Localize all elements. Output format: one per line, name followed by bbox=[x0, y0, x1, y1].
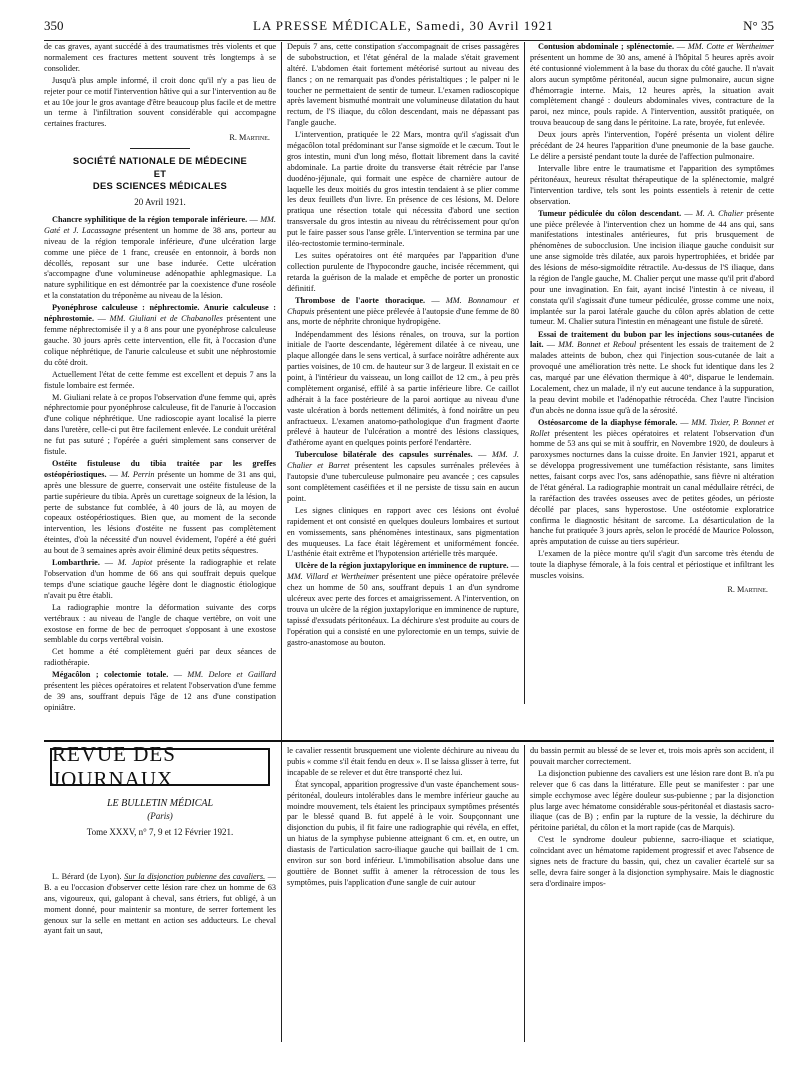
separator-rule bbox=[130, 148, 190, 149]
paragraph: Cet homme a été complètement guéri par deux séances de radiothérapie. bbox=[44, 647, 276, 668]
article-authors: MM. Gaté et J. Lacassagne bbox=[44, 215, 276, 235]
article-text: présentent les pièces opératoires et relatent l'observation d'une femme de 39 ans, souffrant depuis l'âge de 12 ans d'une constipation opiniâtre. bbox=[44, 681, 276, 712]
signature: R. Martine. bbox=[727, 585, 768, 594]
journal-name: LE BULLETIN MÉDICAL bbox=[106, 798, 214, 809]
article-text: présentent une pièce opératoire prélevée chez un homme de 50 ans, souffrant depuis 1 an d'un syndrome ulcéreux avec perte des forces et amaigrissement. A l'intervention, on trouva un ulcère de la région juxtapylorique en imminence de rupture, tapissé d'exsudats péritonéaux. La déchirure s'est produite au cours de l'opération qui a consisté en une pylorectomie en un temps, suivie de gastro-anastomose au bouton. bbox=[287, 572, 519, 647]
paragraph: Actuellement l'état de cette femme est excellent et depuis 7 ans la fistule lombaire est fermée. bbox=[44, 369, 276, 390]
article-heading: Mégacôlon ; colectomie totale. bbox=[52, 670, 169, 680]
paragraph: Jusqu'à plus ample informé, il croit donc qu'il n'y a pas lieu de rejeter pour ce motif l'intervention hâtive qui a sur l'intervention au 8e et au 10e jour le gros avantage d'être beaucoup plus facile et de mettre un terme à l'infiltration souvent considérable qui accompagne certaines fractures. bbox=[44, 75, 276, 129]
column-divider bbox=[524, 745, 525, 1042]
column-3 bbox=[530, 42, 774, 742]
article: Ostéite fistuleuse du tibia traitée par les greffes ostéopériostiques. — M. Perrin présente un homme de 31 ans qui, après une blessure de guerre, conservait une ostéite fistuleuse de la partie supérieure du tibia. Après un curettage soigneux de la lésion, la perte de substance fut comblée, à 40 jours de là, au moyen de copeaux ostéopériostiques. Bien que, au moment de la seconde intervention, les lésions d'ostéite ne fussent pas complètement éteintes, d'où la nécessité d'un nouvel évidement, l'opéré a été guéri au bout de 3 semaines après avoir éliminé deux petits séquestres. bbox=[44, 459, 276, 555]
journal-title: LA PRESSE MÉDICALE, Samedi, 30 Avril 1921 bbox=[252, 18, 554, 33]
article-text: présentent les essais de traitement de 2 malades atteints de bubon, chez qui l'injection sous-cutanée de lait a provoqué une amélioration très nette. Le shock fut identique dans les 2 cas, marqué par une élévation thermique à 40°, disparue le lendemain. Localement, chez un malade, il n'y eut aucune tendance à la suppuration, la peau devint mobile et l'adénopathie rétrocéda. Chez l'autre l'incision d'un abcès ne donna issue qu'à de la sérosité. bbox=[530, 340, 774, 415]
article-title: Sur la disjonction pubienne des cavaliers. bbox=[124, 872, 266, 881]
paragraph: L'examen de la pièce montre qu'il s'agit d'un sarcome très étendu de toute la diaphyse fémorale, à la fois central et périostique et infiltrant les muscles voisins. bbox=[530, 549, 774, 581]
article: Thrombose de l'aorte thoracique. — MM. Bonnamour et Chapuis présentent une pièce prélevée à l'autopsie d'une femme de 80 ans, morte de néphrite chronique hydropigène. bbox=[287, 295, 519, 327]
journal-city: (Paris) bbox=[147, 811, 173, 821]
paragraph: de cas graves, ayant succédé à des traumatismes très violents et que normalement ces fractures mettent souvent très longtemps à se consolider. bbox=[44, 42, 276, 73]
paragraph: L'intervention, pratiquée le 22 Mars, montra qu'il s'agissait d'un mégacôlon total prédominant sur l'anse sigmoïde et le cæcum. Tout le gros intestin, muni d'un long méso, flottait librement dans la cavité abdominale. La partie droite du transverse était rétrécie par l'anse duodéno-jéjunale, qui formait une espèce de charnière autour de laquelle les deux moitiés du gros intestin tendaient à se plier comme les deux feuillets d'un livre. En présence de ces lésions, M. Delore pratiqua une résection totale qui nécessita d'abord une section transversale du gros intestin au niveau du rétrécissement pour qu'on put le faire passer sous l'anse grêle. L'intervention se termina par une iléo-rectostomie termino-terminale. bbox=[287, 130, 519, 248]
article-heading: Ostéite fistuleuse du tibia traitée par les greffes ostéopériostiques. bbox=[44, 459, 276, 479]
article bbox=[44, 872, 276, 937]
article-text: présente un homme de 31 ans qui, après une blessure de guerre, conservait une ostéite fistuleuse de la partie supérieure du tibia. Après un curettage soigneux de la lésion, la perte de substance fut comblée, à 40 jours de là, au moyen de copeaux ostéopériostiques. Bien que, au moment de la seconde intervention, les lésions d'ostéite ne fussent pas complètement éteintes, d'où la nécessité d'un nouvel évidement, l'opéré a été guéri au bout de 3 semaines après avoir éliminé deux petits séquestres. bbox=[44, 469, 276, 555]
society-name: SOCIÉTÉ NATIONALE DE MÉDECINE bbox=[72, 155, 248, 167]
paragraph: Deux jours après l'intervention, l'opéré présenta un violent délire précédant de 24 heures l'apparition d'une pneumonie de la base gauche. Le délire a persisté pendant toute la durée de l'affection pulmonaire. bbox=[530, 130, 774, 161]
column-divider bbox=[281, 42, 282, 1042]
article-authors: MM. Villard et Wertheimer bbox=[287, 572, 379, 582]
article-text: présentent les capsules surrénales prélevées à l'autopsie d'une tuberculeuse pulmonaire peu avancée ; ces capsules sont complètement caséifiées et il ne persiste de tissu sain en aucun point. bbox=[287, 461, 519, 503]
article: Tumeur pédiculée du côlon descendant. — M. A. Chalier présente une pièce prélevée à l'intervention chez un homme de 44 ans qui, sans manifestations intestinales antérieures, fut pris brusquement de phénomènes de subocclusion. Une incision iliaque gauche conduisit sur une anse sigmoïde très dilatée, aux parois hypertrophiées, et bridée par des lésions de méso-sigmoïdite rétractile. Au-dessus de l'S iliaque, dans la région de l'angle gauche, M. Chalier perçut une masse qu'il prit d'abord pour une invagination. En fait, ayant incisé l'intestin à ce niveau, il constata qu'il s'agissait d'une tumeur pédiculée, grosse comme une noix, implantée sur la paroi latérale gauche du côlon après ablation de cette tumeur. M. Chalier sutura l'intestin en ménageant une fistule de sûreté. bbox=[530, 208, 774, 327]
article: Mégacôlon ; colectomie totale. — MM. Delore et Gaillard présentent les pièces opératoires et relatent l'observation d'une femme de 39 ans, souffrant depuis l'âge de 12 ans d'une constipation opiniâtre. bbox=[44, 670, 276, 712]
article-text: présente une pièce prélevée à l'intervention chez un homme de 44 ans qui, sans manifestations intestinales antérieures, fut pris brusquement de phénomènes de subocclusion. Une incision iliaque gauche conduisit sur une anse sigmoïde très dilatée, aux parois hypertrophiées, et bridée par des lésions de méso-sigmoïdite rétractile. Au-dessus de l'S iliaque, dans la région de l'angle gauche, M. Chalier perçut une masse qu'il prit d'abord pour une invagination. En fait, ayant incisé l'intestin à ce niveau, il constata qu'il s'agissait d'une tumeur pédiculée, grosse comme une noix, implantée sur la paroi latérale gauche du côlon après ablation de cette tumeur. M. Chalier sutura l'intestin en ménageant une fistule de sûreté. bbox=[530, 208, 774, 327]
session-date: 20 Avril 1921. bbox=[134, 197, 186, 208]
article-authors: MM. Giuliani et de Chabanolles bbox=[109, 314, 223, 324]
article: Ostéosarcome de la diaphyse fémorale. — MM. Tixier, P. Bonnet et Rollet présentent les pièces opératoires et relatent l'observation d'un homme de 53 ans qui se mit à souffrir, en Novembre 1920, de douleurs à paroxysmes nocturnes dans la cuisse droite. En Janvier 1921, apparut et se développa progressivement une tuméfaction résistante, sans limites nettes, faisant corps avec l'os, sans adénopathie, sans fièvre ni altération de l'état général. La radiographie montrait un canal médullaire rétréci, de la raréfaction des travées osseuses avec de petites géodes, un périoste décollé par places, sans hyperostose. Une ostéotomie exploratrice confirma le diagnostic hésitant de sarcome. La désarticulation de la hanche fut pratiquée 3 jours après, selon le procédé de Maurice Polosson, après amputation de cuisse au tiers supérieur. bbox=[530, 417, 774, 547]
article-authors: MM. Bonnet et Reboul bbox=[558, 340, 637, 350]
paragraph: du bassin permit au blessé de se lever et, trois mois après son accident, il pouvait marcher correctement. bbox=[530, 746, 774, 766]
paragraph: C'est le syndrome douleur pubienne, sacro-iliaque et sciatique, coïncidant avec un hématome rapidement progressif et avec l'absence de signes nets de fracture du bassin, qui, chez un cavalier écartelé sur sa selle, devra faire songer à la disjonction symphysaire. Mais le diagnostic sera d'ordinaire impos- bbox=[530, 835, 774, 888]
society-name-2: DES SCIENCES MÉDICALES bbox=[92, 180, 228, 192]
article-heading: Ostéosarcome de la diaphyse fémorale. bbox=[538, 417, 678, 427]
paragraph: État syncopal, apparition progressive d'un vaste épanchement sous-péritonéal, douleurs intolérables dans le membre inférieur gauche au moindre mouvement, tels étaient les principaux symptômes présentés par le blessé quand B. fut appelé à le voir. Soupçonnant une disjonction du pubis, il fit faire une radiographie qui révéla, en effet, un hiatus de la symphyse pubienne atteignant 6 cm. et, en outre, un diastasis de l'articulation sacro-iliaque gauche qui baillait de 1 cm. environ sur son bord inférieur. L'immobilisation absolue dans une gouttière de Bonnet suffit à amener la rétrocession de tous les symptômes, puis l'application d'une sangle de cuir autour bbox=[287, 779, 519, 887]
article-authors: MM. J. Chalier et Barret bbox=[287, 450, 519, 471]
paragraph: Intervalle libre entre le traumatisme et l'apparition des symptômes péritonéaux, heureux résultat thérapeutique de la splénectomie, malgré l'intervention tardive, tels sont les points essentiels à retenir de cette observation. bbox=[530, 164, 774, 206]
paragraph: M. Giuliani relate à ce propos l'observation d'une femme qui, après néphrectomie pour pyonéphrose calculeuse, fit de l'anurie à l'occasion d'une colique néphrétique. Une radioscopie ayant localisé la pierre dans l'uretère, celle-ci put être facilement enlevée. Le conduit urétéral ne fut pas suturé ; l'opérée a guéri simplement sans conserver de fistule. bbox=[44, 392, 276, 456]
revue-column-2 bbox=[287, 746, 519, 1042]
article-text: — B. a eu l'occasion d'observer cette lésion rare chez un homme de 63 ans, vigoureux, qui, galopant à cheval, sans étriers, fut obligé, à un moment donné, pour maintenir sa monture, de serrer fortement les genoux sur la selle en mettant en action ses adducteurs. Le cheval ayant fait un saut, bbox=[44, 872, 276, 936]
article-text: présentent un homme de 30 ans, amené à l'hôpital 5 heures après avoir été contusionné violemment à la base du thorax du côté gauche. Il n'avait alors aucun symptôme péritonéal, aucun signe pulmonaire, aucun signe d'hémorragie interne. Mais, 12 heures après, la situation avait complètement changé : douleurs abdominales vives, contracture de la paroi, nez mince, pouls rapide. A l'intervention, aussitôt pratiquée, on trouva beaucoup de sang dans le péritoine. La rate, broyée, fut enlevée. bbox=[530, 52, 774, 128]
paragraph: Depuis 7 ans, cette constipation s'accompagnait de crises passagères de subobstruction, et l'état général de la malade s'était gravement altéré. L'abdomen était fortement météorisé surtout au niveau des flancs ; on ne remarquait pas d'ondes péristaltiques ; le palper ni le toucher ne permettaient de sentir de tumeur. L'examen radioscopique après lavement bismuthé montrait une volumineuse dilatation du haut rectum, de l'S iliaque, du côlon descendant, mais ne dépassant pas l'angle gauche. bbox=[287, 42, 519, 128]
article-text: présentent une femme néphrectomisée il y a 8 ans pour une pyonéphrose calculeuse gauche. 30 jours après cette intervention, elle fit, à l'occasion d'une colique néphrétique, de l'anurie calculeuse et subit une néphrostomie du côté droit. bbox=[44, 314, 276, 367]
article: Essai de traitement du bubon par les injections sous-cutanées de lait. — MM. Bonnet et Reboul présentent les essais de traitement de 2 malades atteints de bubon, chez qui l'injection sous-cutanée de lait a provoqué une amélioration très nette. Le shock fut identique dans les 2 cas, marqué par une élévation thermique à 40°, disparue le lendemain. Localement, chez un malade, il n'y eut aucune tendance à la suppuration, la peau devint mobile et l'adénopathie rétrocéda. Chez l'autre l'incision d'un abcès ne donna issue qu'à de la sérosité. bbox=[530, 329, 774, 415]
paragraph: le cavalier ressentit brusquement une violente déchirure au niveau du pubis « comme s'il était fendu en deux ». Il se laissa glisser à terre, fut incapable de se relever et dut être transporté chez lui. bbox=[287, 746, 519, 777]
revue-article bbox=[44, 872, 276, 1042]
paragraph: La disjonction pubienne des cavaliers est une lésion rare dont B. n'a pu relever que 6 cas dans la littérature. Elle peut se manifester : par une simple ecchymose avec légère douleur sus-pubienne ; par la disjonction plus large avec hématome considérable sous-péritonéal et diastasis sacro-iliaque (cas de B) ; enfin par la rupture de la vessie, la déchirure du péritoine pariétal, du côlon et la mort rapide (cas de Marquis). bbox=[530, 768, 774, 833]
article-heading: Thrombose de l'aorte thoracique. bbox=[295, 295, 426, 305]
article-heading: Contusion abdominale ; splénectomie. bbox=[538, 42, 675, 51]
society-heading bbox=[44, 155, 276, 193]
paragraph: Les signes cliniques en rapport avec ces lésions ont évolué rapidement et ont consisté en quelques douleurs lombaires et surtout en vomissements, sans phénomènes intestinaux, sans pigmentation des muqueuses. La face était légèrement et uniformément foncée. L'asthénie était extrême et l'hypotension artérielle très marquée. bbox=[287, 505, 519, 559]
article-authors: L. Bérard (de Lyon). bbox=[52, 872, 122, 881]
article-text: présentent les pièces opératoires et relatent l'observation d'un homme de 53 ans qui se mit à souffrir, en Novembre 1920, de douleurs à paroxysmes nocturnes dans la cuisse droite. En Janvier 1921, apparut et se développa progressivement une tuméfaction résistante, sans limites nettes, faisant corps avec l'os, sans adénopathie, sans fièvre ni altération de l'état général. La radiographie montrait un canal médullaire rétréci, de la raréfaction des travées osseuses avec de petites géodes, un périoste décollé par places, sans hyperostose. Une ostéotomie exploratrice confirma le diagnostic hésitant de sarcome. La désarticulation de la hanche fut pratiquée 3 jours après, selon le procédé de Maurice Polosson, après amputation de cuisse au tiers supérieur. bbox=[530, 428, 774, 547]
article-authors: MM. Tixier, P. Bonnet et Rollet bbox=[530, 417, 774, 438]
paragraph: Indépendamment des lésions rénales, on trouva, sur la portion initiale de l'aorte descendante, légèrement dilatée à ce niveau, une plaque allongée dans le sens vertical, à surface noirâtre adhérente aux parties voisines, de 10 cm. de hauteur sur 3 de largeur. Il existait en ce point, à l'intérieur du vaisseau, un long caillot de 12 cm., à peu près complètement organisé, effilé à sa partie inférieure libre. Ce caillot adhérait à la face postérieure de la paroi aortique au niveau d'une vaste ulcération à bords nettement délimités, à fond noirâtre un peu anfractueux. L'examen anatomo-pathologique d'un fragment d'aorte prélevé à hauteur de l'ulcération a montré des lésions classiques, d'athérome ayant en quelques points perforé l'endartère. bbox=[287, 329, 519, 448]
article-heading: Tuberculose bilatérale des capsules surrénales. bbox=[295, 450, 473, 460]
article: Lombarthrie. — M. Japiot présente la radiographie et relate l'observation d'un homme de 66 ans qui souffrait depuis quelque temps d'une sciatique gauche légère dont le diagnostic étiologique n'avait pu être établi. bbox=[44, 558, 276, 600]
signature: R. Martine. bbox=[229, 133, 270, 143]
article-authors: M. Japiot bbox=[117, 558, 153, 568]
article-heading: Ulcère de la région juxtapylorique en imminence de rupture. bbox=[295, 561, 509, 571]
article-text: présentent un homme de 38 ans, porteur au niveau de la région temporale inférieure, d'une ulcération large comme une pièce de 1 franc, creusée en entonnoir, à bords non décollés, reposant sur une base indurée. Cette ulcération s'accompagne d'une volumineuse adénopathie aphlegmasique. La nature syphilitique en est démontrée par la coexistence d'une roséole et la constatation du tréponème au niveau de la lésion. bbox=[44, 225, 276, 301]
society-et: ET bbox=[153, 167, 167, 179]
revue-title: REVUE DES JOURNAUX bbox=[50, 748, 270, 786]
column-divider bbox=[524, 42, 525, 704]
paragraph: La radiographie montre la déformation suivante des corps vertébraux : au niveau de l'angle de chaque vertèbre, on voit une exostose en forme de bec de perroquet s'opposant à une exostose semblable du corps vertébral voisin. bbox=[44, 602, 276, 645]
paragraph: Les suites opératoires ont été marquées par l'apparition d'une collection purulente de l'hypocondre gauche, incisée récemment, qui retarda la guérison de la malade et empêche de porter un pronostic définitif. bbox=[287, 251, 519, 293]
article-authors: M. Perrin bbox=[120, 469, 155, 479]
article: Contusion abdominale ; splénectomie. — MM. Cotte et Wertheimer présentent un homme de 30 ans, amené à l'hôpital 5 heures après avoir été contusionné violemment à la base du thorax du côté gauche. Il n'avait alors aucun symptôme péritonéal, aucun signe pulmonaire, aucun signe d'hémorragie interne. Mais, 12 heures après, la situation avait complètement changé : douleurs abdominales vives, contracture de la paroi, nez mince, pouls rapide. A l'intervention, aussitôt pratiquée, on trouva beaucoup de sang dans le péritoine. La rate, broyée, fut enlevée. bbox=[530, 42, 774, 128]
article-heading: Tumeur pédiculée du côlon descendant. bbox=[538, 208, 682, 218]
revue-column-3 bbox=[530, 746, 774, 1042]
article-text: présentent une pièce prélevée à l'autopsie d'une femme de 80 ans, morte de néphrite chronique hydropigène. bbox=[287, 306, 519, 327]
page-header bbox=[44, 0, 774, 41]
article-authors: MM. Delore et Gaillard bbox=[187, 670, 276, 680]
article-authors: M. A. Chalier bbox=[695, 208, 744, 218]
article-text: présente la radiographie et relate l'observation d'un homme de 66 ans qui souffrait depuis quelque temps d'une sciatique gauche légère dont le diagnostic étiologique n'avait pu être établi. bbox=[44, 558, 276, 600]
article: Ulcère de la région juxtapylorique en imminence de rupture. — MM. Villard et Wertheimer présentent une pièce opératoire prélevée chez un homme de 50 ans, souffrant depuis 1 an d'un syndrome ulcéreux avec perte des forces et amaigrissement. A l'intervention, on trouva un ulcère de la région juxtapylorique en imminence de rupture, tapissé d'exsudats péritonéaux. La déchirure s'est produite au cours de l'opération qui a consisté en une pylorectomie en un temps, suivie de gastro-anastomose au bouton. bbox=[287, 561, 519, 647]
article: Tuberculose bilatérale des capsules surrénales. — MM. J. Chalier et Barret présentent les capsules surrénales prélevées à l'autopsie d'une tuberculeuse pulmonaire peu avancée ; ces capsules sont complètement caséifiées et il ne persiste de tissu sain en aucun point. bbox=[287, 450, 519, 503]
article: Pyonéphrose calculeuse : néphrectomie. Anurie calculeuse : néphrostomie. — MM. Giuliani et de Chabanolles présentent une femme néphrectomisée il y a 8 ans pour une pyonéphrose calculeuse gauche. 30 jours après cette intervention, elle fit, à l'occasion d'une colique néphrétique, de l'anurie calculeuse et subit une néphrostomie du côté droit. bbox=[44, 303, 276, 367]
article-heading: Pyonéphrose calculeuse : néphrectomie. Anurie calculeuse : néphrostomie. bbox=[44, 303, 276, 324]
article-heading: Chancre syphilitique de la région temporale inférieure. bbox=[52, 215, 248, 224]
article-authors: MM. Cotte et Wertheimer bbox=[687, 42, 774, 51]
article-authors: MM. Bonnamour et Chapuis bbox=[287, 295, 519, 316]
article-heading: Essai de traitement du bubon par les injections sous-cutanées de lait. bbox=[530, 329, 774, 350]
issue-number: N° 35 bbox=[743, 18, 774, 33]
page-number: 350 bbox=[44, 18, 64, 33]
article: Chancre syphilitique de la région temporale inférieure. — MM. Gaté et J. Lacassagne présentent un homme de 38 ans, porteur au niveau de la région temporale inférieure, d'une ulcération large comme une pièce de 1 franc, creusée en entonnoir, à bords non décollés, reposant sur une base indurée. Cette ulcération s'accompagne d'une volumineuse adénopathie aphlegmasique. La nature syphilitique en est démontrée par la coexistence d'une roséole et la constatation du tréponème au niveau de la lésion. bbox=[44, 215, 276, 301]
column-2 bbox=[287, 42, 519, 742]
journal-tome: Tome XXXV, n° 7, 9 et 12 Février 1921. bbox=[86, 827, 234, 837]
article-heading: Lombarthrie. bbox=[52, 558, 100, 568]
